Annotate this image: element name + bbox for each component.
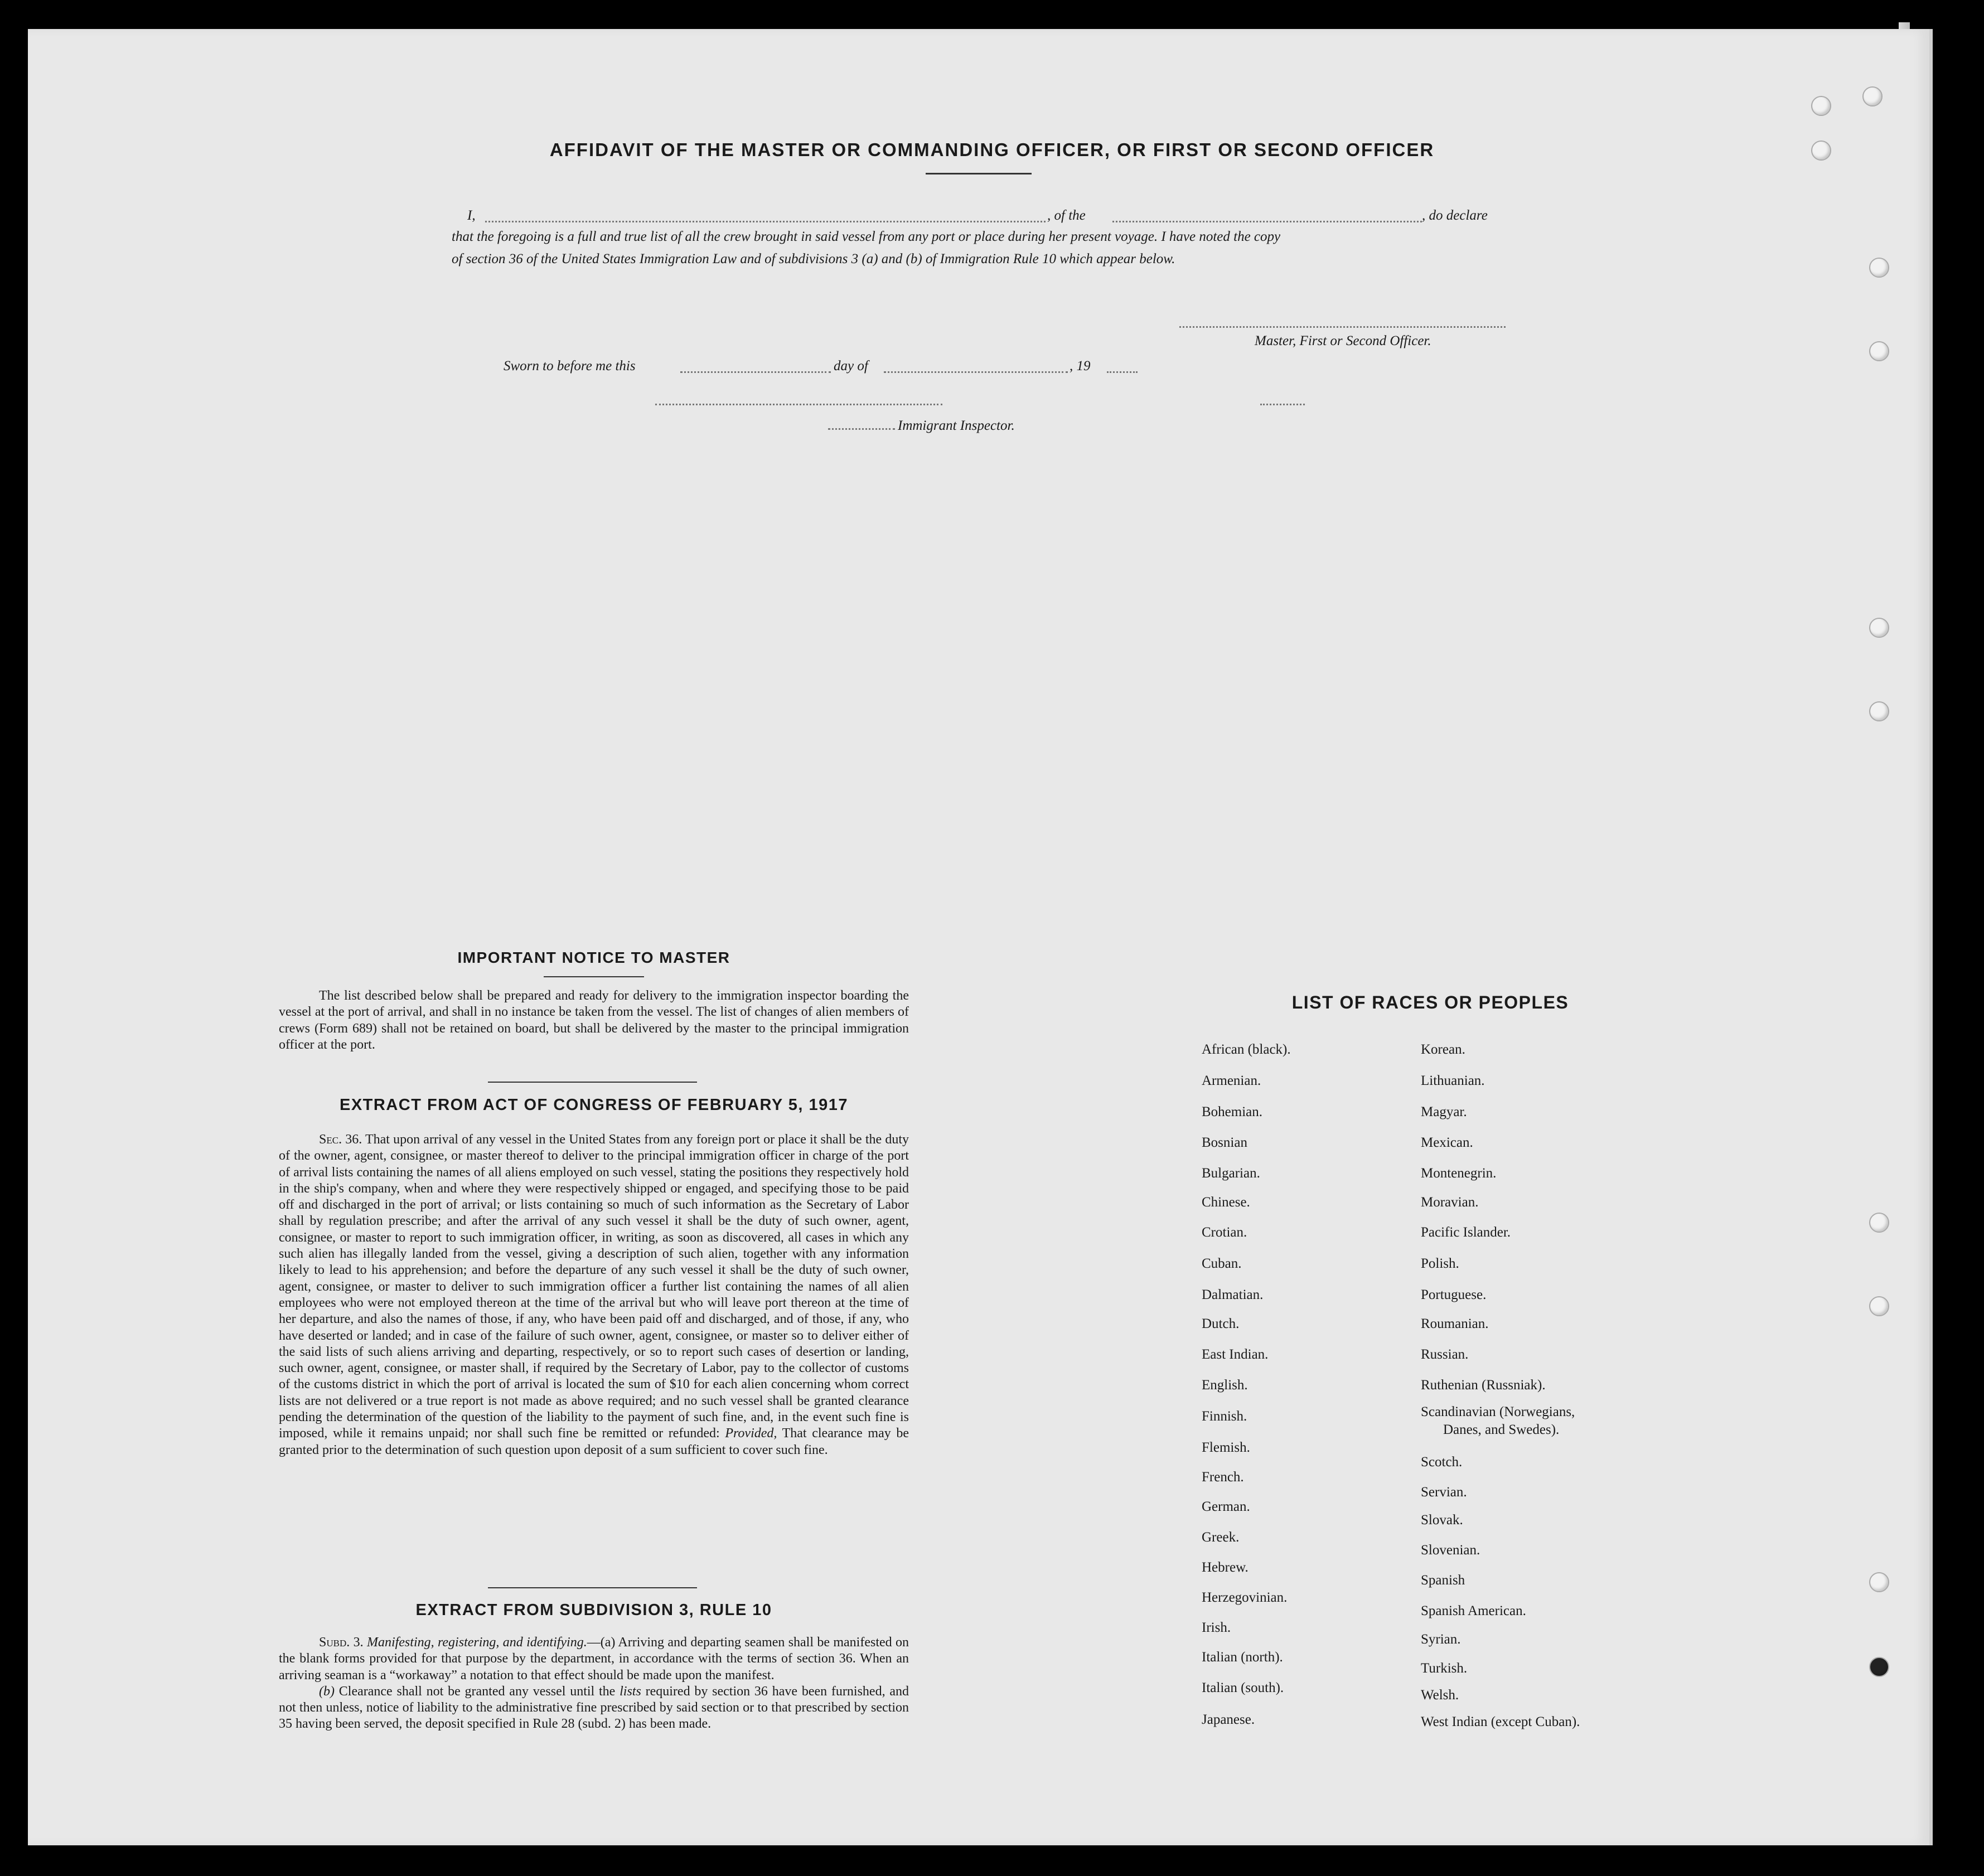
race-item: Servian. bbox=[1421, 1485, 1467, 1500]
notice-text: The list described below shall be prepared and ready for delivery to the immigration inspector boarding the vessel at the port of arrival, and shall in no instance be taken from the vessel. The list of changes of alien members of crews (Form 689) shall not be retained on board, but shall be delivered by the master to the principal immigration officer at the port. bbox=[279, 988, 909, 1052]
master-signature-label: Master, First or Second Officer. bbox=[1255, 333, 1431, 348]
affidavit-of-the: , of the bbox=[1047, 208, 1086, 223]
race-item: Irish. bbox=[1202, 1620, 1231, 1635]
affidavit-line-3: of section 36 of the United States Immigration Law and of subdivisions 3 (a) and (b) of Immigration Rule 10 which appear below. bbox=[452, 251, 1175, 266]
subd-b-lists: lists bbox=[620, 1684, 641, 1699]
binder-hole-icon bbox=[1869, 701, 1889, 721]
races-title: LIST OF RACES OR PEOPLES bbox=[1291, 992, 1569, 1012]
affidavit-title: AFFIDAVIT OF THE MASTER OR COMMANDING OFFICER, OR FIRST OR SECOND OFFICER bbox=[549, 139, 1435, 160]
binder-hole-icon bbox=[1869, 341, 1889, 361]
binder-hole-icon bbox=[1862, 86, 1883, 106]
race-item: Slovenian. bbox=[1421, 1543, 1480, 1558]
notice-title: IMPORTANT NOTICE TO MASTER bbox=[457, 949, 730, 966]
race-item: Armenian. bbox=[1202, 1073, 1261, 1088]
master-signature-line bbox=[1179, 326, 1506, 328]
affidavit-i: I, bbox=[467, 208, 476, 223]
race-item: Montenegrin. bbox=[1421, 1166, 1497, 1181]
sworn-year-label: , 19 bbox=[1070, 358, 1091, 374]
race-item: Slovak. bbox=[1421, 1513, 1463, 1528]
sworn-month-blank bbox=[884, 371, 1068, 373]
inspector-label: Immigrant Inspector. bbox=[898, 418, 1015, 433]
vessel-blank bbox=[1112, 221, 1422, 222]
race-item: Bulgarian. bbox=[1202, 1166, 1260, 1181]
race-item: Syrian. bbox=[1421, 1632, 1461, 1647]
race-item: Mexican. bbox=[1421, 1135, 1473, 1150]
race-item: Lithuanian. bbox=[1421, 1073, 1485, 1088]
subd-b-text-2: required by section 36 have been furnished, and not then unless, notice of liability to the administrative fine prescribed by said section or to that prescribed by section 35 having been served, the deposit specified in Rule 28 (subd. 2) has been made. bbox=[279, 1684, 909, 1732]
subd-b-text-1: Clearance shall not be granted any vessel until the bbox=[338, 1684, 616, 1699]
race-item: Korean. bbox=[1421, 1042, 1465, 1057]
race-item: Spanish American. bbox=[1421, 1603, 1526, 1618]
title-underline bbox=[926, 173, 1032, 174]
race-item: Portuguese. bbox=[1421, 1287, 1487, 1302]
binder-hole-icon bbox=[1811, 96, 1831, 116]
race-item: Chinese. bbox=[1202, 1195, 1250, 1210]
race-item: Turkish. bbox=[1421, 1661, 1468, 1676]
section-label: Sec. 36. bbox=[319, 1132, 362, 1147]
inspector-signature-line bbox=[655, 404, 942, 405]
binder-hole-icon bbox=[1869, 1572, 1889, 1592]
act-text-end: That clearance may be granted prior to the determination of such question upon deposit of a sum sufficient to cover such fine. bbox=[279, 1426, 909, 1457]
inspector-leader bbox=[828, 428, 895, 430]
race-item: Crotian. bbox=[1202, 1225, 1247, 1240]
affidavit-line-2: that the foregoing is a full and true list of all the crew brought in said vessel from any port or place during her present voyage. I have noted the copy bbox=[452, 229, 1281, 244]
sworn-day-blank bbox=[680, 371, 831, 373]
sworn-prefix: Sworn to before me this bbox=[504, 358, 636, 374]
race-item: Pacific Islander. bbox=[1421, 1225, 1511, 1240]
race-item: French. bbox=[1202, 1470, 1244, 1485]
subd-a-text: Arriving and departing seamen shall be manifested on the blank forms provided for that purpose by the department, in accordance with the terms of section 36. When an arriving seaman is a “workaway” a notation to that effect should be made upon the manifest. bbox=[279, 1635, 909, 1683]
race-item: Finnish. bbox=[1202, 1409, 1247, 1424]
act-extract-body bbox=[279, 1132, 909, 1458]
name-blank bbox=[485, 221, 1046, 222]
binder-hole-icon bbox=[1869, 1213, 1889, 1233]
subd-label: Subd. 3. bbox=[319, 1635, 364, 1650]
rule-extract-body bbox=[279, 1635, 909, 1733]
race-item: African (black). bbox=[1202, 1042, 1291, 1057]
race-item: Polish. bbox=[1421, 1256, 1459, 1271]
race-item: Welsh. bbox=[1421, 1688, 1459, 1703]
binder-hole-icon bbox=[1869, 258, 1889, 278]
affidavit-declare: , do declare bbox=[1422, 208, 1488, 223]
stray-mark bbox=[1260, 404, 1305, 405]
race-item: Spanish bbox=[1421, 1573, 1465, 1588]
race-item: Cuban. bbox=[1202, 1256, 1242, 1271]
race-item: Scotch. bbox=[1421, 1455, 1463, 1470]
race-item: Greek. bbox=[1202, 1530, 1240, 1545]
race-item: Dutch. bbox=[1202, 1316, 1240, 1331]
race-item: Flemish. bbox=[1202, 1440, 1250, 1455]
sworn-year-blank bbox=[1107, 371, 1138, 373]
notice-divider bbox=[488, 1082, 697, 1083]
subd-b-marker: (b) bbox=[319, 1684, 335, 1699]
provided-word: Provided, bbox=[725, 1426, 777, 1441]
race-item: West Indian (except Cuban). bbox=[1421, 1714, 1580, 1729]
binder-hole-icon bbox=[1869, 618, 1889, 638]
race-item: Russian. bbox=[1421, 1347, 1469, 1362]
subd-a-marker: —(a) bbox=[587, 1635, 616, 1650]
race-item: Italian (south). bbox=[1202, 1680, 1284, 1695]
race-item: Bosnian bbox=[1202, 1135, 1247, 1150]
race-item: Herzegovinian. bbox=[1202, 1590, 1288, 1605]
race-item: Danes, and Swedes). bbox=[1443, 1422, 1560, 1437]
rule-extract-title: EXTRACT FROM SUBDIVISION 3, RULE 10 bbox=[415, 1601, 772, 1619]
race-item: Moravian. bbox=[1421, 1195, 1479, 1210]
race-item: Ruthenian (Russniak). bbox=[1421, 1378, 1546, 1393]
race-item: English. bbox=[1202, 1378, 1248, 1393]
act-extract-title: EXTRACT FROM ACT OF CONGRESS OF FEBRUARY 5, 1917 bbox=[339, 1096, 849, 1114]
race-item: Scandinavian (Norwegians, bbox=[1421, 1404, 1575, 1419]
race-item: Hebrew. bbox=[1202, 1560, 1249, 1575]
notice-body bbox=[279, 988, 909, 1053]
race-item: Bohemian. bbox=[1202, 1104, 1263, 1119]
race-item: Dalmatian. bbox=[1202, 1287, 1264, 1302]
race-item: Roumanian. bbox=[1421, 1316, 1489, 1331]
race-item: German. bbox=[1202, 1499, 1250, 1514]
race-item: Magyar. bbox=[1421, 1104, 1467, 1119]
binder-hole-icon bbox=[1869, 1657, 1889, 1677]
act-text: That upon arrival of any vessel in the United States from any foreign port or place it shall be the duty of the owner, agent, consignee, or master thereof to deliver to the principal immigration officer in charge of the port of arrival lists containing the names of all aliens employed on such vessel, stating the positions they respectively hold in the ship's company, when and where they were respectively shipped or engaged, and specifying those to be paid off and discharged in the port of arrival; or lists containing so much of such information as the Secretary of Labor shall by regulation prescribe; and after the arrival of any such vessel it shall be the duty of such owner, agent, consignee, or master to report to such immigration officer, in writing, as soon as discovered, all cases in which any such alien has illegally landed from the vessel, giving a description of such alien, together with any information likely to lead to his apprehension; and before the departure of any such vessel it shall be the duty of such owner, agent, consignee, or master to deliver to such immigration officer a further list containing the names of all alien employees who were not employed thereon at the time of the arrival but who will leave port thereon at the time of her departure, and also the names of those, if any, who have been paid off and discharged, and of those, if any, who have deserted or landed; and in case of the failure of such owner, agent, consignee, or master so to deliver either of the said lists of such aliens arriving and departing, respectively, or so to report such cases of desertion or landing, such owner, agent, consignee, or master shall, if required by the Secretary of Labor, pay to the collector of customs of the customs district in which the port of arrival is located the sum of $10 for each alien concerning whom correct lists are not delivered or a true report is not made as above required; and no such vessel shall be granted clearance pending the determination of the question of the liability to the payment of such fine, and, in the event such fine is imposed, while it remains unpaid; nor shall such fine be remitted or refunded: bbox=[279, 1132, 909, 1441]
document-page bbox=[28, 29, 1933, 1845]
notice-underline bbox=[544, 976, 644, 977]
act-divider bbox=[488, 1587, 697, 1588]
race-item: East Indian. bbox=[1202, 1347, 1269, 1362]
subd-heading: Manifesting, registering, and identifying. bbox=[366, 1635, 587, 1650]
race-item: Japanese. bbox=[1202, 1712, 1255, 1727]
race-item: Italian (north). bbox=[1202, 1650, 1283, 1665]
sworn-day-label: day of bbox=[834, 358, 868, 374]
binder-hole-icon bbox=[1869, 1296, 1889, 1316]
